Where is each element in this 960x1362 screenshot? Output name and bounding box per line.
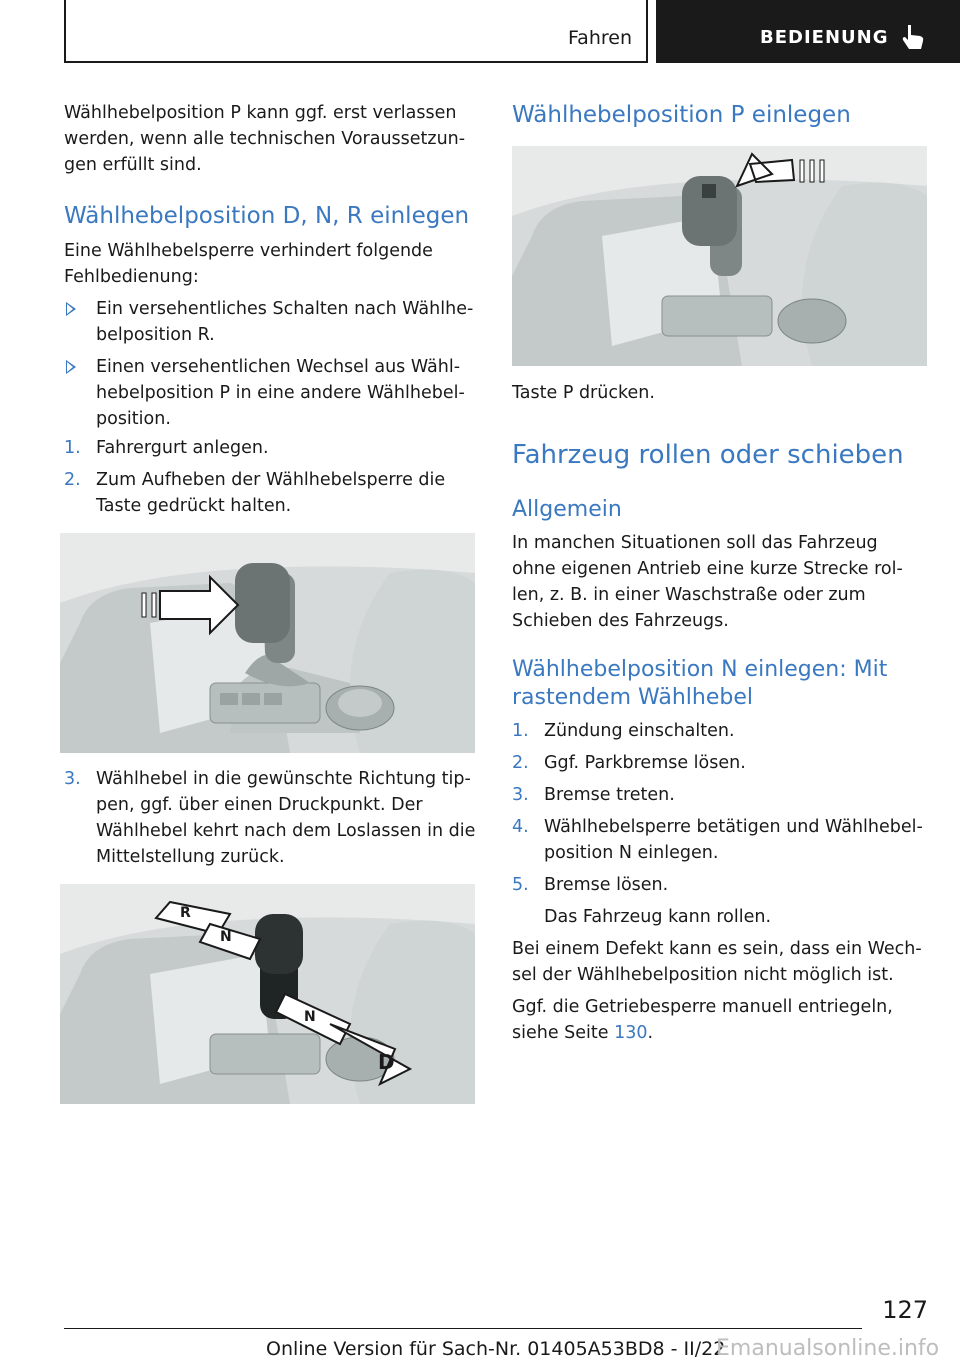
- page-number: 127: [882, 1296, 928, 1324]
- general-paragraph: In manchen Situationen soll das Fahrzeug ohne eigenen Antrieb eine kurze Strecke rollen, z. B. in einer Waschstraße oder zum Schieben des Fahrzeugs.: [512, 533, 903, 631]
- heading-roll-push: Fahrzeug rollen oder schieben: [512, 440, 904, 470]
- footer-online-version: Online Version für Sach-Nr. 01405A53BD8 - II/22: [266, 1338, 726, 1360]
- footer-divider: [64, 1328, 862, 1329]
- figure-selector-lever-directions: [60, 884, 475, 1104]
- triangle-bullet-icon: [66, 302, 76, 316]
- intro-paragraph: Wählhebelposition P kann ggf. erst verlassen werden, wenn alle technischen Voraussetzungen erfüllt sind.: [64, 103, 466, 175]
- hand-pointer-icon: [898, 22, 928, 52]
- triangle-bullet-icon: [66, 360, 76, 374]
- page-reference-link[interactable]: 130: [614, 1023, 648, 1043]
- list-item: 2. Zum Aufheben der Wählhebelsperre die Taste gedrückt halten.: [64, 470, 446, 516]
- heading-general: Allgemein: [512, 497, 622, 522]
- header-chapter-box: [656, 0, 960, 63]
- label-d: D: [378, 1050, 395, 1074]
- heading-n-detent: Wählhebelposition N einlegen: Mit rastendem Wählhebel: [512, 657, 888, 710]
- heading-p: Wählhebelposition P einlegen: [512, 102, 851, 128]
- reference-paragraph: Ggf. die Getriebesperre manuell entriegeln, siehe Seite 130.: [512, 997, 893, 1043]
- header-section-title: Fahren: [568, 27, 632, 49]
- list-item: 4. Wählhebelsperre betätigen und Wählhebelposition N einlegen.: [512, 817, 923, 863]
- figure-p-button: [512, 146, 927, 366]
- step-result: Das Fahrzeug kann rollen.: [544, 907, 772, 927]
- header-chapter-title: BEDIENUNG: [760, 27, 889, 48]
- label-n-upper: N: [220, 929, 232, 945]
- heading-dnr: Wählhebelposition D, N, R einlegen: [64, 203, 470, 229]
- figure-caption: Taste P drücken.: [512, 383, 655, 403]
- lock-paragraph: Eine Wählhebelsperre verhindert folgende Fehlbedienung:: [64, 241, 433, 287]
- label-n-lower: N: [304, 1009, 316, 1025]
- list-item: 5. Bremse lösen.: [512, 875, 669, 895]
- list-item: 1. Fahrergurt anlegen.: [64, 438, 269, 458]
- label-r: R: [180, 905, 191, 921]
- list-item: 2. Ggf. Parkbremse lösen.: [512, 753, 746, 773]
- list-item: Einen versehentlichen Wechsel aus Wählhebelposition P in eine andere Wählhebelposition.: [64, 354, 476, 432]
- list-item: 3. Bremse treten.: [512, 785, 675, 805]
- list-item: Ein versehentliches Schalten nach Wählhebelposition R.: [64, 296, 476, 348]
- defect-paragraph: Bei einem Defekt kann es sein, dass ein Wechsel der Wählhebelposition nicht möglich ist.: [512, 939, 922, 985]
- list-item: 3. Wählhebel in die gewünschte Richtung tippen, ggf. über einen Druckpunkt. Der Wählhebel kehrt nach dem Loslassen in die Mittelstellung zurück.: [64, 769, 476, 867]
- header-section-box: [64, 0, 648, 63]
- figure-selector-lever-button: [60, 533, 475, 753]
- list-item: 1. Zündung einschalten.: [512, 721, 735, 741]
- watermark: Emanualsonline.info: [716, 1336, 940, 1361]
